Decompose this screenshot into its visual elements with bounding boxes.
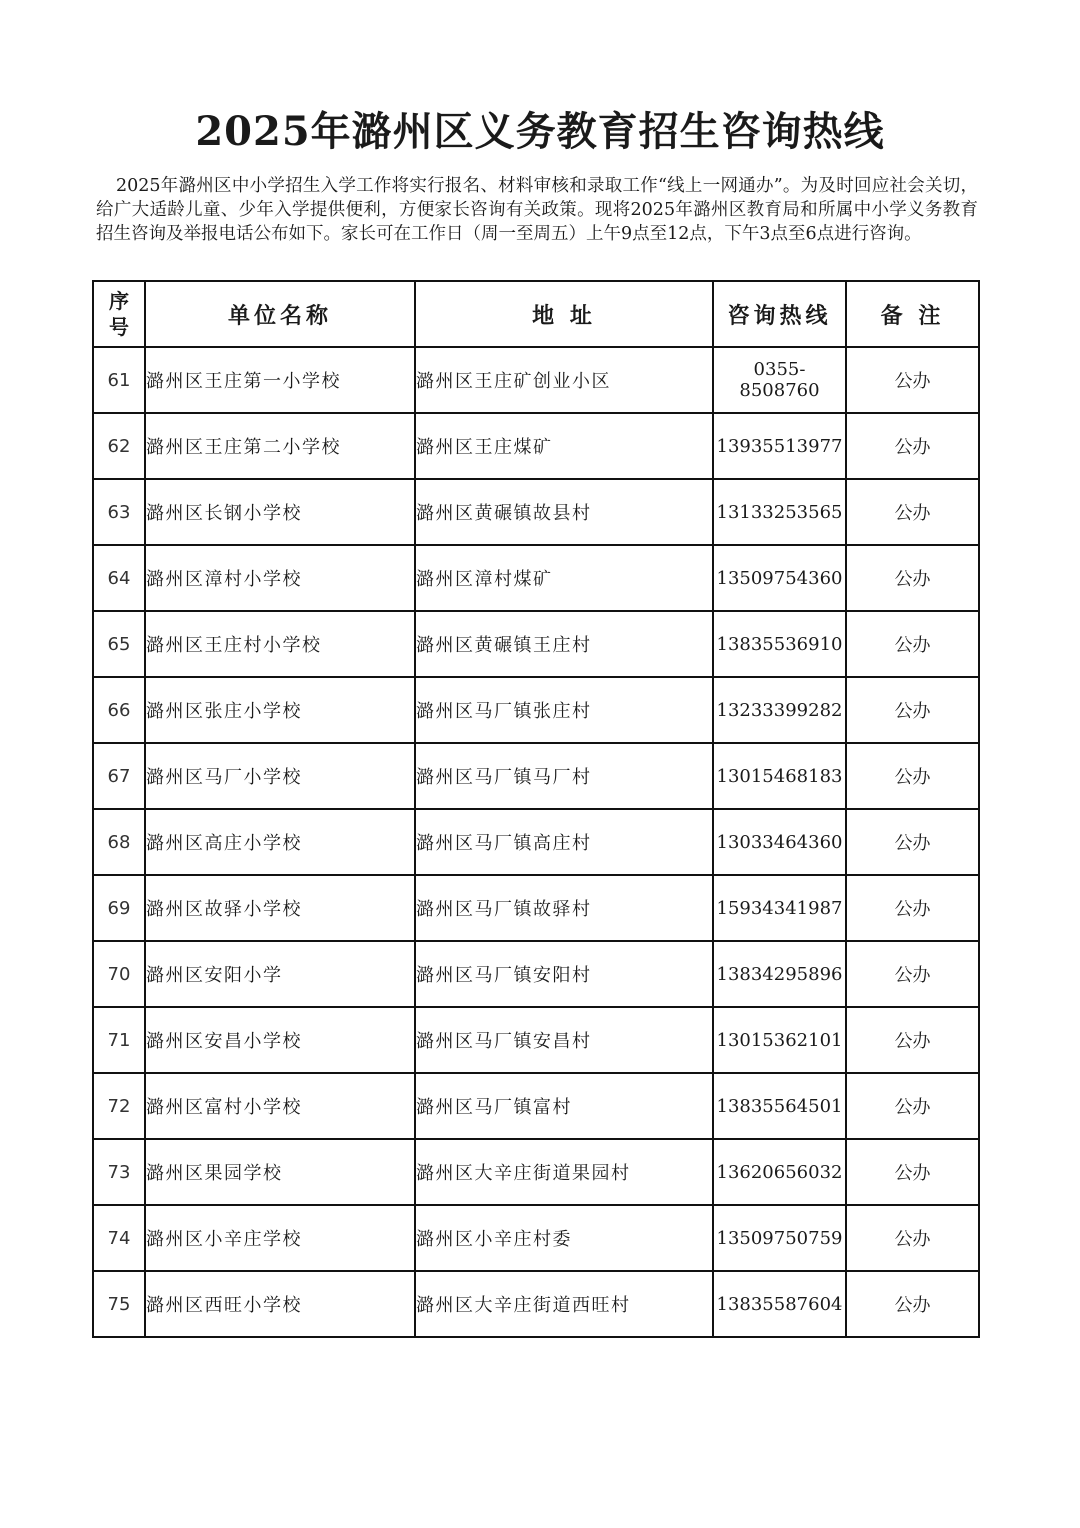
header-seq-line2: 号 (109, 315, 129, 339)
cell-phone: 13033464360 (713, 809, 846, 875)
cell-address: 潞州区黄碾镇王庄村 (415, 611, 713, 677)
cell-unit-name: 潞州区安昌小学校 (145, 1007, 415, 1073)
cell-unit-name: 潞州区小辛庄学校 (145, 1205, 415, 1271)
cell-address: 潞州区马厂镇高庄村 (415, 809, 713, 875)
cell-phone: 13835536910 (713, 611, 846, 677)
cell-phone: 13509750759 (713, 1205, 846, 1271)
cell-seq: 75 (93, 1271, 145, 1337)
cell-seq: 64 (93, 545, 145, 611)
cell-phone: 13509754360 (713, 545, 846, 611)
table-header-row (93, 281, 979, 347)
cell-seq: 71 (93, 1007, 145, 1073)
page-title: 2025年潞州区义务教育招生咨询热线 (195, 108, 885, 155)
cell-unit-name: 潞州区长钢小学校 (145, 479, 415, 545)
table-row (93, 1139, 979, 1205)
hotline-table (92, 280, 980, 1338)
cell-phone: 13835587604 (713, 1271, 846, 1337)
cell-unit-name: 潞州区王庄第一小学校 (145, 347, 415, 413)
cell-address: 潞州区大辛庄街道果园村 (415, 1139, 713, 1205)
cell-address: 潞州区马厂镇马厂村 (415, 743, 713, 809)
table-row (93, 479, 979, 545)
cell-phone: 13935513977 (713, 413, 846, 479)
table-row (93, 1205, 979, 1271)
cell-note: 公办 (846, 809, 979, 875)
cell-phone: 13233399282 (713, 677, 846, 743)
cell-phone: 0355-8508760 (713, 347, 846, 413)
header-seq-line1: 序 (109, 289, 129, 313)
cell-seq: 66 (93, 677, 145, 743)
intro-paragraph: 2025年潞州区中小学招生入学工作将实行报名、材料审核和录取工作“线上一网通办”。为及时回应社会关切，给广大适龄儿童、少年入学提供便利，方便家长咨询有关政策。现将2025年潞州区教育局和所属中小学义务教育招生咨询及举报电话公布如下。家长可在工作日（周一至周五）上午9点至12点，下午3点至6点进行咨询。 (96, 176, 978, 244)
table-row (93, 941, 979, 1007)
header-note: 备 注 (846, 281, 979, 347)
cell-unit-name: 潞州区故驿小学校 (145, 875, 415, 941)
cell-address: 潞州区马厂镇安阳村 (415, 941, 713, 1007)
cell-phone: 13015362101 (713, 1007, 846, 1073)
cell-seq: 73 (93, 1139, 145, 1205)
cell-note: 公办 (846, 611, 979, 677)
cell-unit-name: 潞州区安阳小学 (145, 941, 415, 1007)
cell-note: 公办 (846, 545, 979, 611)
table-row (93, 743, 979, 809)
cell-unit-name: 潞州区富村小学校 (145, 1073, 415, 1139)
cell-unit-name: 潞州区高庄小学校 (145, 809, 415, 875)
cell-note: 公办 (846, 743, 979, 809)
cell-address: 潞州区王庄矿创业小区 (415, 347, 713, 413)
cell-phone: 13015468183 (713, 743, 846, 809)
header-phone: 咨询热线 (713, 281, 846, 347)
cell-note: 公办 (846, 941, 979, 1007)
cell-address: 潞州区马厂镇张庄村 (415, 677, 713, 743)
cell-seq: 72 (93, 1073, 145, 1139)
cell-unit-name: 潞州区王庄村小学校 (145, 611, 415, 677)
cell-address: 潞州区大辛庄街道西旺村 (415, 1271, 713, 1337)
cell-seq: 61 (93, 347, 145, 413)
table-row (93, 413, 979, 479)
header-name: 单位名称 (145, 281, 415, 347)
cell-unit-name: 潞州区王庄第二小学校 (145, 413, 415, 479)
header-seq (93, 281, 145, 347)
cell-phone: 13620656032 (713, 1139, 846, 1205)
cell-seq: 68 (93, 809, 145, 875)
table-row (93, 809, 979, 875)
cell-note: 公办 (846, 347, 979, 413)
cell-note: 公办 (846, 1271, 979, 1337)
table-row (93, 611, 979, 677)
cell-note: 公办 (846, 479, 979, 545)
cell-note: 公办 (846, 1007, 979, 1073)
cell-seq: 74 (93, 1205, 145, 1271)
table-row (93, 1073, 979, 1139)
cell-seq: 70 (93, 941, 145, 1007)
cell-note: 公办 (846, 1205, 979, 1271)
cell-note: 公办 (846, 677, 979, 743)
table-row (93, 545, 979, 611)
table-row (93, 677, 979, 743)
cell-seq: 63 (93, 479, 145, 545)
cell-note: 公办 (846, 875, 979, 941)
cell-note: 公办 (846, 413, 979, 479)
cell-address: 潞州区马厂镇富村 (415, 1073, 713, 1139)
cell-unit-name: 潞州区马厂小学校 (145, 743, 415, 809)
cell-seq: 65 (93, 611, 145, 677)
cell-phone: 13835564501 (713, 1073, 846, 1139)
cell-phone: 13133253565 (713, 479, 846, 545)
cell-unit-name: 潞州区张庄小学校 (145, 677, 415, 743)
cell-note: 公办 (846, 1139, 979, 1205)
cell-seq: 62 (93, 413, 145, 479)
cell-address: 潞州区小辛庄村委 (415, 1205, 713, 1271)
cell-note: 公办 (846, 1073, 979, 1139)
cell-phone: 13834295896 (713, 941, 846, 1007)
cell-address: 潞州区漳村煤矿 (415, 545, 713, 611)
cell-seq: 67 (93, 743, 145, 809)
cell-phone: 15934341987 (713, 875, 846, 941)
cell-address: 潞州区王庄煤矿 (415, 413, 713, 479)
table-row (93, 1007, 979, 1073)
cell-address: 潞州区马厂镇故驿村 (415, 875, 713, 941)
cell-unit-name: 潞州区果园学校 (145, 1139, 415, 1205)
table-row (93, 1271, 979, 1337)
table-row (93, 875, 979, 941)
cell-address: 潞州区马厂镇安昌村 (415, 1007, 713, 1073)
cell-unit-name: 潞州区漳村小学校 (145, 545, 415, 611)
cell-address: 潞州区黄碾镇故县村 (415, 479, 713, 545)
table-row (93, 347, 979, 413)
cell-unit-name: 潞州区西旺小学校 (145, 1271, 415, 1337)
cell-seq: 69 (93, 875, 145, 941)
header-address: 地 址 (415, 281, 713, 347)
